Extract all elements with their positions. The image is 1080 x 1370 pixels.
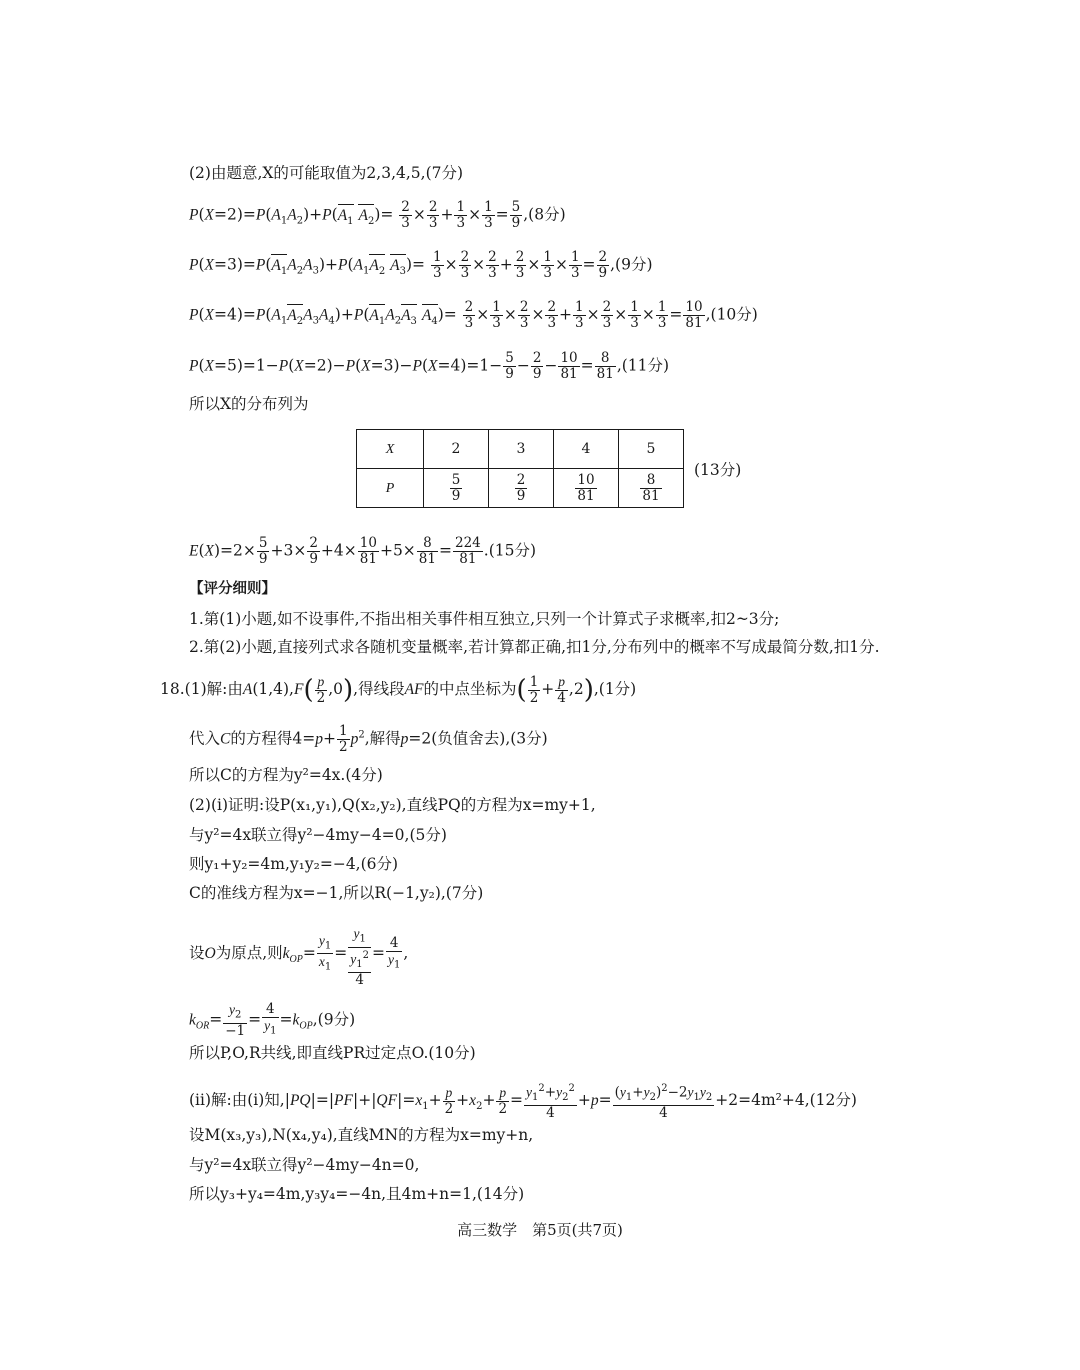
page-footer: 高三数学 第5页(共7页) (457, 1221, 623, 1239)
expectation-line: E(X)=2× $\frac{5}{9}$ +3× $\frac{2}{9}$ +4× $\frac{10}{81}$ +5× $\frac{8}{81}$ = $\frac{224}{81}$ .(15分) (189, 535, 537, 567)
q18-line-9: $k_{OR}=$ $\frac{y_2}{-1}$ = $\frac{4}{y_1}$ $=k_{OP},(9$分) (189, 1001, 356, 1039)
score-8: ,(8分) (523, 205, 566, 224)
table-cell: $\frac{2}{9}$ (489, 469, 554, 508)
score-13: (13分) (694, 461, 742, 479)
score-11: ,(11分) (616, 356, 670, 375)
prob-x2-line: $P(X=2)=P(A_1A_2)+P(A_1$ $A_2)=$ $\frac{2}{3}$ × $\frac{2}{3}$ + $\frac{1}{3}$ × $\frac{1}{3}$ = $\frac{5}{9}$ ,(8分) (189, 199, 566, 231)
distribution-table (356, 429, 684, 508)
question-number: 18. (160, 680, 185, 698)
q18-line-3: 所以C的方程为y²=4x.(4分) (189, 766, 383, 784)
q18-line-8: 设O为原点,则$k_{OP}=$ $\frac{y_1}{x_1}$ = $y_1$ $y_1^2$ 4 = $\frac{4}{y_1}$ , (189, 926, 409, 988)
score-3: (负值舍去),(3分) (431, 729, 548, 748)
q18-line-7: C的准线方程为x=−1,所以R(−1,y₂),(7分) (189, 884, 484, 902)
part2-intro: (2)由题意,X的可能取值为2,3,4,5,(7分) (189, 164, 464, 182)
table-cell: 3 (489, 430, 554, 469)
score-9b: ,(9分) (312, 1010, 356, 1029)
score-12: +2=4m²+4,(12分) (715, 1091, 857, 1110)
table-row (357, 430, 684, 469)
table-cell: $\frac{10}{81}$ (554, 469, 619, 508)
table-cell: 5 (619, 430, 684, 469)
table-cell: $\frac{5}{9}$ (424, 469, 489, 508)
distribution-intro: 所以X的分布列为 (189, 395, 309, 413)
q18-line-5: 与y²=4x联立得y²−4my−4=0,(5分) (189, 826, 447, 844)
scoring-rule-2: 2.第(2)小题,直接列式求各随机变量概率,若计算都正确,扣1分,分布列中的概率不写成最简分数,扣1分. (189, 638, 880, 656)
score-9: ,(9分) (610, 255, 653, 274)
prob-x5-line: P(X=5)=1−P(X=2)−P(X=3)−P(X=4)=1− $\frac{5}{9}$ − $\frac{2}{9}$ − $\frac{10}{81}$ = $\frac{8}{81}$ ,(11分) (189, 350, 670, 382)
q18-line-13: 与y²=4x联立得y²−4my−4n=0, (189, 1156, 420, 1174)
q18-line-4: (2)(i)证明:设P(x₁,y₁),Q(x₂,y₂),直线PQ的方程为x=my+1, (189, 796, 596, 814)
q18-line-10: 所以P,O,R共线,即直线PR过定点O.(10分) (189, 1044, 476, 1062)
table-cell: $\frac{8}{81}$ (619, 469, 684, 508)
q18-line-11: (ⅱ)解:由(ⅰ)知$,|PQ|=|PF|+|QF|=x_1+$ $\frac{p}{2}$ $+x_2+$ $\frac{p}{2}$ = $\frac{y_1^2+y_2^2}{4}$ +p= $\frac{(y_1+y_2)^2-2y_1y_2}{4}$ +2=4m²+4,(12分) (189, 1083, 857, 1122)
q18-line-14: 所以y₃+y₄=4m,y₃y₄=−4n,且4m+n=1,(14分) (189, 1185, 525, 1203)
table-cell: 4 (554, 430, 619, 469)
table-header-p: P (357, 469, 424, 508)
q18-line-12: 设M(x₃,y₃),N(x₄,y₄),直线MN的方程为x=my+n, (189, 1126, 534, 1144)
prob-x4-line: $P(X=4)=P(A_1A_2A_3A_4)+P(A_1A_2A_3$ $A_4)=$ $\frac{2}{3}$ × $\frac{1}{3}$ × $\frac{2}{3}$ × $\frac{2}{3}$ + $\frac{1}{3}$ × $\frac{2}{3}$ × $\frac{1}{3}$ × $\frac{1}{3}$ = $\frac{10}{81}$ ,(10分) (189, 299, 758, 331)
q18-line-1: 18.(1)解:由A(1,4),F( $\frac{p}{2}$ ,0),得线段AF的中点坐标为( $\frac{1}{2}$ + $\frac{p}{4}$ ,2),(1分) (160, 673, 637, 706)
scoring-rule-1: 1.第(1)小题,如不设事件,不指出相关事件相互独立,只列一个计算式子求概率,扣2~3分; (189, 610, 780, 628)
scoring-heading: 【评分细则】 (189, 581, 276, 597)
score-10: ,(10分) (705, 305, 758, 324)
score-1: ,(1分) (593, 680, 637, 698)
table-row (357, 469, 684, 508)
table-cell: 2 (424, 430, 489, 469)
prob-x3-line: $P(X=3)=P(A_1A_2A_3)+P(A_1A_2$ $A_3)=$ $\frac{1}{3}$ × $\frac{2}{3}$ × $\frac{2}{3}$ + $\frac{2}{3}$ × $\frac{1}{3}$ × $\frac{1}{3}$ = $\frac{2}{9}$ ,(9分) (189, 249, 653, 281)
q18-line-2: 代入C的方程得4=p+ $\frac{1}{2}$ $p^2$,解得p=2(负值舍去),(3分) (189, 723, 548, 755)
table-header-x: X (357, 430, 424, 469)
score-15: .(15分) (483, 541, 537, 560)
q18-line-6: 则y₁+y₂=4m,y₁y₂=−4,(6分) (189, 855, 399, 873)
